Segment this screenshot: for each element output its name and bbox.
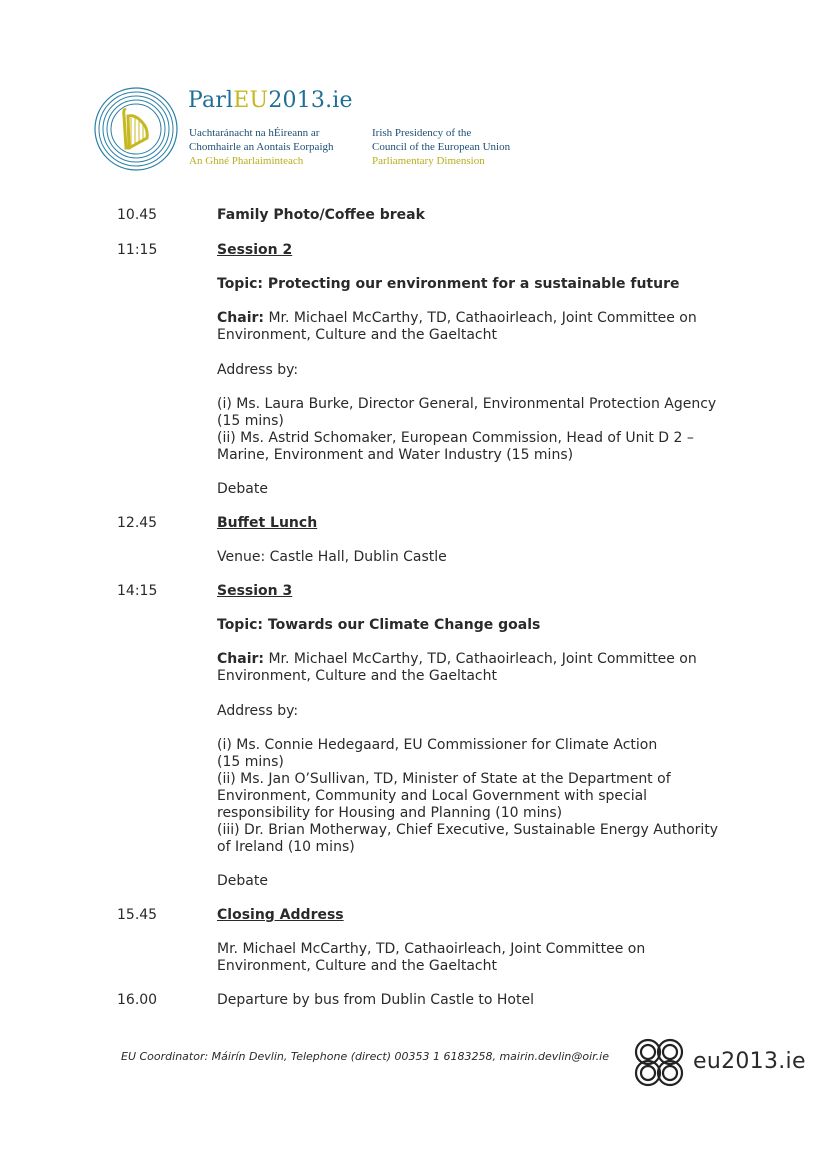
session-topic: Topic: Protecting our environment for a sustainable future [217,276,680,292]
speaker-list: (i) Ms. Laura Burke, Director General, Environmental Protection Agency (15 mins) (ii) Ms. Astrid Schomaker, European Commission, Head of Unit D 2 – Marine, Environment and Water Industry (15 mins) [217,396,717,463]
closing-speaker: Mr. Michael McCarthy, TD, Cathaoirleach, Joint Committee on Environment, Culture and the Gaeltacht [217,941,646,974]
agenda-time: 11:15 [117,242,158,258]
address-label: Address by: [217,362,299,378]
session-topic: Topic: Towards our Climate Change goals [217,617,541,633]
address-label: Address by: [217,703,299,719]
agenda-title: Closing Address [217,907,344,923]
venue-text: Venue: Castle Hall, Dublin Castle [217,549,447,565]
session-title: Session 2 [217,242,293,258]
irish-tagline: Uachtaránacht na hÉireann ar Chomhairle an Aontais Eorpaigh An Ghné Pharlaiminteach [189,127,334,167]
agenda-time: 16.00 [117,992,158,1008]
brand-title: ParlEU2013.ie [188,88,353,113]
harp-seal-icon [93,86,179,172]
agenda-title: Family Photo/Coffee break [217,207,425,223]
speaker-list: (i) Ms. Connie Hedegaard, EU Commissioner for Climate Action (15 mins) (ii) Ms. Jan O’Sullivan, TD, Minister of State at the Department of Environment, Community and Local Government with special responsibility for Housing and Planning (10 mins) (iii) Dr. Brian Motherway, Chief Executive, Sustainable Energy Authority of Ireland (10 mins) [217,737,719,855]
agenda-time: 14:15 [117,583,158,599]
header [93,86,553,176]
debate-label: Debate [217,481,268,497]
agenda-time: 10.45 [117,207,158,223]
eu-site-logo-text: eu2013.ie [693,1049,806,1074]
coordinator-contact: EU Coordinator: Máirín Devlin, Telephone (direct) 00353 1 6183258, mairin.devlin@oir.ie [121,1050,609,1063]
session-chair: Chair: Mr. Michael McCarthy, TD, Cathaoirleach, Joint Committee on Environment, Culture and the Gaeltacht [217,651,697,684]
agenda-title: Buffet Lunch [217,515,318,531]
debate-label: Debate [217,873,268,889]
session-chair: Chair: Mr. Michael McCarthy, TD, Cathaoirleach, Joint Committee on Environment, Culture and the Gaeltacht [217,310,697,343]
eu-presidency-knot-icon [630,1035,690,1091]
agenda-title: Departure by bus from Dublin Castle to Hotel [217,992,534,1008]
english-tagline: Irish Presidency of the Council of the European Union Parliamentary Dimension [372,127,511,167]
agenda-time: 12.45 [117,515,158,531]
session-title: Session 3 [217,583,293,599]
agenda-time: 15.45 [117,907,158,923]
